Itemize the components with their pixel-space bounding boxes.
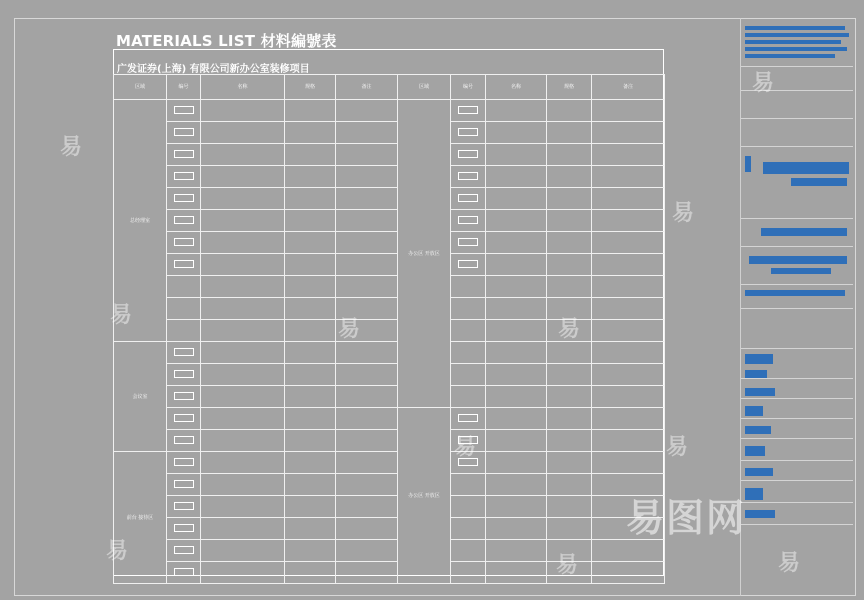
- table-cell: [547, 518, 592, 540]
- code-tag: [174, 348, 194, 356]
- table-cell: [592, 540, 665, 562]
- watermark-glyph: 易: [106, 539, 129, 564]
- table-row: [114, 166, 665, 188]
- table-cell: [451, 386, 486, 408]
- table-cell: [167, 540, 201, 562]
- table-cell: [451, 408, 486, 430]
- table-cell: [336, 386, 398, 408]
- table-cell: [451, 496, 486, 518]
- table-cell: [486, 408, 547, 430]
- table-cell: [285, 210, 336, 232]
- table-cell: [167, 386, 201, 408]
- column-header: 规格: [547, 75, 592, 100]
- table-cell: [592, 166, 665, 188]
- table-cell: [592, 452, 665, 474]
- table-cell: [486, 232, 547, 254]
- code-tag: [174, 106, 194, 114]
- table-cell: [451, 122, 486, 144]
- table-row: [114, 496, 665, 518]
- table-cell: [201, 342, 285, 364]
- table-cell: [547, 364, 592, 386]
- table-cell: [486, 386, 547, 408]
- table-cell: [451, 144, 486, 166]
- table-cell: [547, 276, 592, 298]
- table-cell: [336, 254, 398, 276]
- table-cell: [451, 232, 486, 254]
- table-cell: [547, 144, 592, 166]
- table-cell: [285, 276, 336, 298]
- column-header: 名称: [486, 75, 547, 100]
- table-cell: [336, 144, 398, 166]
- table-cell: [167, 342, 201, 364]
- watermark-glyph: 易: [556, 553, 579, 578]
- table-cell: [547, 254, 592, 276]
- watermark-glyph: 易: [666, 435, 689, 460]
- table-row: [114, 188, 665, 210]
- zone-cell: 前台 接待区: [114, 452, 167, 584]
- table-row: [114, 540, 665, 562]
- table-cell: [201, 364, 285, 386]
- table-cell: [547, 100, 592, 122]
- table-cell: [336, 474, 398, 496]
- watermark-glyph: 易: [672, 201, 695, 226]
- table-cell: [451, 210, 486, 232]
- table-cell: [336, 540, 398, 562]
- watermark-glyph: 易: [60, 135, 83, 160]
- table-row: [114, 342, 665, 364]
- table-cell: [451, 562, 486, 584]
- table-cell: [451, 364, 486, 386]
- table-cell: [201, 474, 285, 496]
- table-cell: [486, 474, 547, 496]
- table-cell: [451, 188, 486, 210]
- table-cell: [451, 100, 486, 122]
- code-tag: [174, 524, 194, 532]
- table-cell: [167, 232, 201, 254]
- project-subtitle: 广发证券(上海) 有限公司新办公室装修项目: [117, 64, 310, 75]
- table-cell: [285, 342, 336, 364]
- title-block-bar: [745, 33, 849, 37]
- table-cell: [201, 562, 285, 584]
- table-cell: [592, 386, 665, 408]
- table-cell: [336, 518, 398, 540]
- table-cell: [547, 386, 592, 408]
- code-tag: [458, 194, 478, 202]
- table-cell: [592, 562, 665, 584]
- table-cell: [547, 474, 592, 496]
- code-tag: [174, 502, 194, 510]
- column-header: 编号: [167, 75, 201, 100]
- zone-cell: 总经理室: [114, 100, 167, 342]
- zone-cell: 会议室: [114, 342, 167, 452]
- table-cell: [201, 320, 285, 342]
- table-row: [114, 100, 665, 122]
- table-cell: [285, 232, 336, 254]
- code-tag: [174, 458, 194, 466]
- table-cell: [201, 496, 285, 518]
- code-tag: [174, 150, 194, 158]
- table-cell: [167, 122, 201, 144]
- table-cell: [336, 364, 398, 386]
- table-row: [114, 452, 665, 474]
- table-cell: [336, 122, 398, 144]
- table-cell: [592, 254, 665, 276]
- table-cell: [201, 122, 285, 144]
- table-cell: [167, 364, 201, 386]
- table-cell: [201, 540, 285, 562]
- table-cell: [201, 210, 285, 232]
- table-cell: [201, 408, 285, 430]
- code-tag: [174, 568, 194, 576]
- code-tag: [174, 546, 194, 554]
- table-cell: [592, 320, 665, 342]
- table-cell: [285, 518, 336, 540]
- table-cell: [167, 144, 201, 166]
- table-cell: [201, 232, 285, 254]
- watermark-glyph: 易: [454, 435, 477, 460]
- table-cell: [336, 408, 398, 430]
- table-cell: [336, 562, 398, 584]
- table-cell: [592, 276, 665, 298]
- table-cell: [336, 166, 398, 188]
- table-cell: [486, 540, 547, 562]
- table-cell: [285, 496, 336, 518]
- code-tag: [458, 106, 478, 114]
- table-cell: [285, 254, 336, 276]
- table-cell: [592, 144, 665, 166]
- table-cell: [486, 364, 547, 386]
- column-header: 规格: [285, 75, 336, 100]
- table-cell: [167, 496, 201, 518]
- table-cell: [486, 518, 547, 540]
- table-cell: [167, 100, 201, 122]
- code-tag: [174, 172, 194, 180]
- table-cell: [336, 452, 398, 474]
- table-cell: [285, 188, 336, 210]
- table-cell: [486, 562, 547, 584]
- table-cell: [592, 342, 665, 364]
- table-cell: [592, 100, 665, 122]
- table-cell: [547, 188, 592, 210]
- table-cell: [451, 320, 486, 342]
- table-cell: [201, 518, 285, 540]
- table-cell: [285, 562, 336, 584]
- column-header: 备注: [336, 75, 398, 100]
- page-title: MATERIALS LIST 材料編號表: [116, 32, 337, 50]
- table-cell: [451, 342, 486, 364]
- table-cell: [285, 430, 336, 452]
- title-block-bar: [745, 40, 841, 44]
- table-cell: [592, 364, 665, 386]
- code-tag: [174, 414, 194, 422]
- code-tag: [458, 172, 478, 180]
- table-row: [114, 122, 665, 144]
- table-cell: [592, 408, 665, 430]
- title-block-bar: [745, 47, 847, 51]
- table-cell: [451, 540, 486, 562]
- table-cell: [451, 166, 486, 188]
- table-cell: [547, 408, 592, 430]
- code-tag: [174, 216, 194, 224]
- code-tag: [458, 260, 478, 268]
- table-cell: [201, 188, 285, 210]
- table-cell: [547, 166, 592, 188]
- table-cell: [201, 166, 285, 188]
- table-cell: [336, 100, 398, 122]
- table-row: [114, 144, 665, 166]
- table-cell: [451, 474, 486, 496]
- table-cell: [285, 320, 336, 342]
- title-block: [740, 18, 856, 596]
- title-block-bar: [745, 54, 835, 58]
- table-cell: [486, 166, 547, 188]
- table-cell: [451, 518, 486, 540]
- table-cell: [592, 210, 665, 232]
- table-cell: [336, 188, 398, 210]
- table-cell: [336, 276, 398, 298]
- table-cell: [486, 430, 547, 452]
- table-cell: [285, 364, 336, 386]
- table-cell: [285, 166, 336, 188]
- table-cell: [285, 122, 336, 144]
- table-cell: [547, 452, 592, 474]
- table-cell: [486, 298, 547, 320]
- code-tag: [174, 436, 194, 444]
- table-cell: [486, 144, 547, 166]
- table-cell: [167, 408, 201, 430]
- table-cell: [336, 232, 398, 254]
- table-row: [114, 254, 665, 276]
- table-cell: [167, 298, 201, 320]
- table-cell: [167, 276, 201, 298]
- table-cell: [167, 452, 201, 474]
- table-cell: [592, 430, 665, 452]
- table-cell: [336, 342, 398, 364]
- table-cell: [451, 298, 486, 320]
- table-row: [114, 298, 665, 320]
- column-header: 备注: [592, 75, 665, 100]
- table-cell: [592, 298, 665, 320]
- table-cell: [167, 166, 201, 188]
- table-row: [114, 276, 665, 298]
- watermark-glyph: 易: [752, 71, 775, 96]
- table-cell: [486, 342, 547, 364]
- table-cell: [486, 100, 547, 122]
- watermark-glyph: 易: [558, 317, 581, 342]
- table-cell: [285, 408, 336, 430]
- code-tag: [174, 392, 194, 400]
- table-cell: [167, 210, 201, 232]
- watermark-logo: 易图网: [626, 496, 747, 540]
- code-tag: [174, 260, 194, 268]
- table-cell: [486, 254, 547, 276]
- title-block-bar: [745, 26, 845, 30]
- column-header: 名称: [201, 75, 285, 100]
- column-header: 区域: [398, 75, 451, 100]
- code-tag: [458, 150, 478, 158]
- table-cell: [547, 232, 592, 254]
- code-tag: [174, 370, 194, 378]
- table-cell: [201, 144, 285, 166]
- table-cell: [167, 518, 201, 540]
- table-cell: [167, 188, 201, 210]
- table-cell: [285, 386, 336, 408]
- table-cell: [201, 452, 285, 474]
- watermark-glyph: 易: [778, 551, 801, 576]
- table-cell: [201, 386, 285, 408]
- table-cell: [547, 342, 592, 364]
- table-cell: [201, 100, 285, 122]
- code-tag: [458, 216, 478, 224]
- table-cell: [486, 320, 547, 342]
- table-cell: [486, 188, 547, 210]
- table-row: [114, 364, 665, 386]
- table-cell: [285, 452, 336, 474]
- zone-cell: 办公区 开放区: [398, 408, 451, 584]
- table-cell: [451, 254, 486, 276]
- table-cell: [547, 430, 592, 452]
- code-tag: [174, 128, 194, 136]
- column-header: 编号: [451, 75, 486, 100]
- table-row: [114, 562, 665, 584]
- table-cell: [547, 210, 592, 232]
- table-row: [114, 518, 665, 540]
- table-cell: [167, 474, 201, 496]
- column-header: 区域: [114, 75, 167, 100]
- watermark-glyph: 易: [338, 317, 361, 342]
- zone-cell: 办公区 开放区: [398, 100, 451, 408]
- table-row: [114, 232, 665, 254]
- table-cell: [592, 122, 665, 144]
- code-tag: [458, 414, 478, 422]
- code-tag: [458, 238, 478, 246]
- table-cell: [486, 122, 547, 144]
- table-cell: [336, 496, 398, 518]
- header-row: [114, 75, 665, 100]
- table-cell: [167, 320, 201, 342]
- table-cell: [285, 298, 336, 320]
- code-tag: [458, 128, 478, 136]
- company-logo: [745, 156, 851, 186]
- table-row: [114, 474, 665, 496]
- table-cell: [285, 144, 336, 166]
- table-cell: [167, 254, 201, 276]
- table-cell: [486, 452, 547, 474]
- table-cell: [486, 210, 547, 232]
- table-row: [114, 210, 665, 232]
- table-cell: [201, 276, 285, 298]
- table-cell: [547, 122, 592, 144]
- table-cell: [201, 298, 285, 320]
- code-tag: [174, 238, 194, 246]
- code-tag: [174, 194, 194, 202]
- table-cell: [547, 496, 592, 518]
- table-cell: [592, 232, 665, 254]
- table-cell: [285, 540, 336, 562]
- table-cell: [486, 276, 547, 298]
- table-cell: [592, 188, 665, 210]
- table-cell: [285, 100, 336, 122]
- table-cell: [201, 430, 285, 452]
- table-cell: [451, 276, 486, 298]
- table-row: [114, 430, 665, 452]
- table-cell: [201, 254, 285, 276]
- table-cell: [285, 474, 336, 496]
- materials-table: [113, 74, 665, 584]
- watermark-glyph: 易: [110, 303, 133, 328]
- table-row: [114, 320, 665, 342]
- table-cell: [167, 562, 201, 584]
- table-cell: [167, 430, 201, 452]
- table-row: [114, 408, 665, 430]
- table-cell: [336, 430, 398, 452]
- code-tag: [174, 480, 194, 488]
- table-cell: [336, 210, 398, 232]
- table-row: [114, 386, 665, 408]
- table-cell: [486, 496, 547, 518]
